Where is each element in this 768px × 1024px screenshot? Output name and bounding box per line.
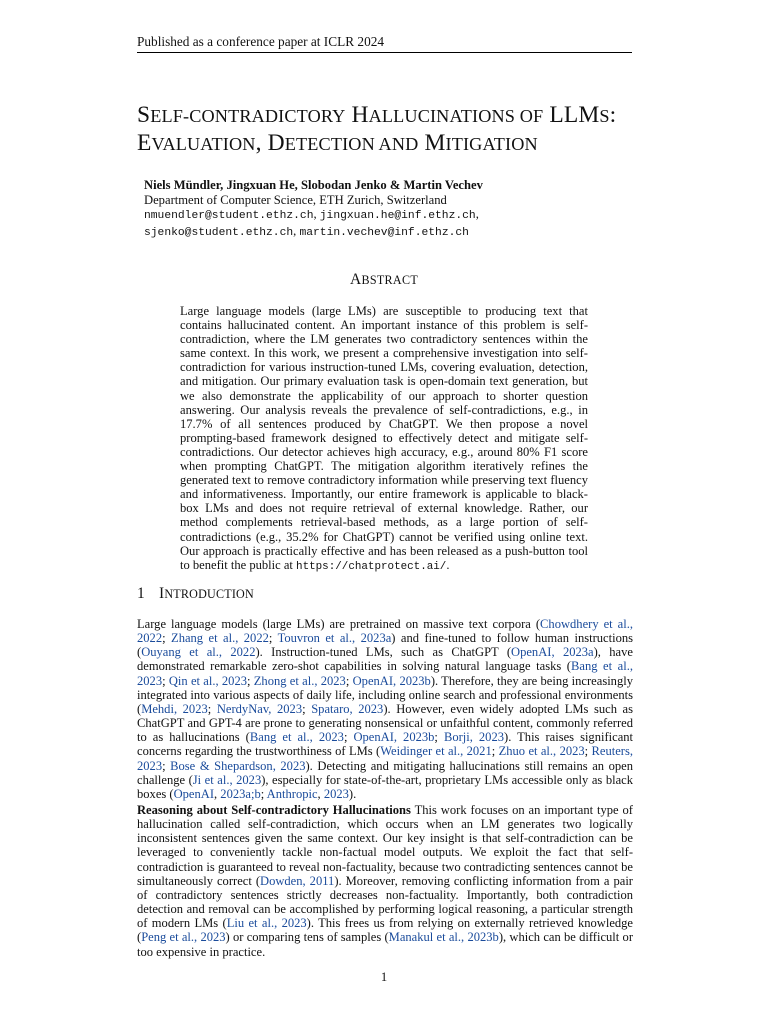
text-run: ). This frees us from relying on externally retrieved knowledge (: [137, 916, 634, 945]
citation-link[interactable]: NerdyNav, 2023: [216, 701, 303, 716]
text-run: S: [137, 102, 151, 128]
text-run: ).: [348, 786, 357, 801]
citation-link[interactable]: 2023: [323, 786, 349, 801]
citation-link[interactable]: Ouyang et al., 2022: [141, 645, 256, 660]
affiliation: Department of Computer Science, ETH Zurich, Switzerland: [144, 192, 447, 207]
citation-link[interactable]: Liu et al., 2023: [226, 916, 307, 931]
text-run: ;: [162, 631, 172, 646]
abstract-text: Large language models (large LMs) are susceptible to producing text that contains hallucinated content. An important instance of this problem is self-contradiction, where the LM generates two contradictory sentences within the same context. In this work, we present a comprehensive investigation into self-contradiction for various instruction-tuned LMs, covering evaluation, detection, and mitigation. Our primary evaluation task is open-domain text generation, but we also demonstrate the applicability of our approach to shorter question answering. Our analysis reveals the prevalence of self-contradictions, e.g., in 17.7% of all sentences produced by ChatGPT. We then propose a novel prompting-based framework designed to effectively detect and mitigate self-contradictions. Our detector achieves high accuracy, e.g., around 80% F1 score when prompting ChatGPT. The mitigation algorithm iteratively refines the generated text to remove contradictory information while preserving text fluency and informativeness. Importantly, our entire framework is applicable to black-box LMs and does not require retrieval of external knowledge. Rather, our method complements retrieval-based methods, as a large portion of self-contradictions (e.g., 35.2% for ChatGPT) cannot be verified using online text. Our approach is practically effective and has been released as a push-button tool to benefit the public at: [180, 304, 588, 572]
author-block: [144, 178, 644, 240]
title-text: S: [599, 106, 610, 126]
citation-link[interactable]: Spataro, 2023: [311, 701, 384, 716]
text-run: Large language models (large LMs) are pretrained on massive text corpora (: [137, 617, 541, 631]
text-run: H: [345, 102, 369, 128]
text-run: ). This raises significant concerns regarding the trustworthiness of LMs (: [137, 730, 634, 759]
text-run: ). However, even widely adopted LMs such as ChatGPT and GPT-4 are prone to generating nonsensical or unfaithful content, commonly referred to as hallucinations (: [137, 701, 634, 745]
citation-link[interactable]: Qin et al., 2023: [168, 673, 247, 688]
text-run: ;: [162, 673, 169, 688]
intro-paragraph-1: [137, 617, 633, 801]
text-run: ). Detecting and mitigating hallucinations still remains an open challenge (: [137, 758, 633, 787]
text-run: ), have demonstrated remarkable zero-shot capabilities in solving natural language tasks (: [137, 645, 633, 674]
text-run: ;: [247, 673, 254, 688]
email-link[interactable]: jingxuan.he@inf.ethz.ch: [319, 210, 476, 223]
text-run: E: [137, 130, 152, 156]
text-run: ;: [162, 758, 171, 773]
citation-link[interactable]: Anthropic: [266, 786, 318, 801]
citation-link[interactable]: Bose & Shepardson, 2023: [170, 758, 306, 773]
intro-paragraph-2: [137, 803, 633, 959]
text-run: ) and fine-tuned to follow human instructions (: [137, 631, 634, 660]
title-text: ELF-CONTRADICTORY: [150, 106, 346, 126]
citation-link[interactable]: Manakul et al., 2023b: [388, 930, 499, 945]
tool-url-link[interactable]: https://chatprotect.ai/: [296, 560, 447, 573]
text-run: ). Instruction-tuned LMs, such as ChatGPT (: [255, 645, 512, 660]
email-line-2: sjenko@student.ethz.ch, martin.vechev@inf.ethz.ch: [144, 223, 469, 239]
section-heading-introduction: 1 INTRODUCTION: [137, 585, 254, 602]
text-run: ;: [268, 631, 278, 646]
text-run: ;: [207, 701, 217, 716]
citation-link[interactable]: Borji, 2023: [443, 730, 505, 745]
title-text: ITIGATION: [445, 134, 538, 154]
citation-link[interactable]: OpenAI: [173, 786, 215, 801]
citation-link[interactable]: Weidinger et al., 2021: [380, 744, 492, 759]
citation-link[interactable]: OpenAI, 2023b: [353, 730, 435, 745]
title-text: ETECTION AND: [284, 134, 419, 154]
abstract-body: Large language models (large LMs) are susceptible to producing text that contains hallucinated content. An important instance of this problem is self-contradiction, where the LM generates two contradictory sentences within the same context. In this work, we present a comprehensive investigation into self-contradiction for various instruction-tuned LMs, covering evaluation, detection, and mitigation. Our primary evaluation task is open-domain text generation, but we also demonstrate the applicability of our approach to shorter question answering. Our analysis reveals the prevalence of self-contradictions, e.g., in 17.7% of all sentences produced by ChatGPT. We then propose a novel prompting-based framework designed to effectively detect and mitigate self-contradictions. Our detector achieves high accuracy, e.g., around 80% F1 score when prompting ChatGPT. The mitigation algorithm iteratively refines the generated text to remove contradictory information while preserving text fluency and informativeness. Importantly, our entire framework is applicable to black-box LMs and does not require retrieval of external knowledge. Rather, our method complements retrieval-based methods, as a large portion of self-contradictions (e.g., 35.2% for ChatGPT) cannot be verified using online text. Our approach is practically effective and has been released as a push-button tool to benefit the public at https://chatprotect.ai/.: [180, 304, 588, 573]
title-text: ALLUCINATIONS OF: [368, 106, 544, 126]
citation-link[interactable]: Chowdhery et al., 2022: [137, 617, 633, 646]
citation-link[interactable]: Bang et al., 2023: [249, 730, 344, 745]
title-line-1: [137, 102, 616, 128]
text-run: ;: [302, 701, 312, 716]
citation-link[interactable]: Reuters, 2023: [137, 744, 633, 773]
text-run: ;: [584, 744, 592, 759]
text-run: ). Moreover, removing conflicting information from a pair of contradictory sentences strictly decreases non-factuality. Importantly, both contradiction detection and removal can be accomplished by performing logical reasoning, a particular strength of modern LMs (: [137, 873, 633, 931]
text-run: LLM: [543, 102, 600, 128]
text-run: ;: [434, 730, 444, 745]
text-run: ,: [317, 786, 324, 801]
text-run: ), which can be difficult or too expensive in practice.: [137, 930, 633, 959]
text-run: ,: [214, 786, 221, 801]
email-link[interactable]: sjenko@student.ethz.ch: [144, 226, 294, 239]
section-number: 1: [137, 585, 145, 602]
page-number: 1: [380, 970, 388, 984]
email-line-1: nmuendler@student.ethz.ch, jingxuan.he@inf.ethz.ch,: [144, 207, 479, 223]
citation-link[interactable]: Mehdi, 2023: [141, 701, 208, 716]
text-run: ;: [260, 786, 267, 801]
text-run: ), especially for state-of-the-art, proprietary LMs accessible only as black boxes (: [137, 772, 633, 801]
paragraph-lead-heading: Reasoning about Self-contradictory Hallucinations: [137, 803, 411, 817]
text-run: ;: [343, 730, 354, 745]
citation-link[interactable]: Touvron et al., 2023a: [277, 631, 392, 646]
abstract-heading: ABSTRACT: [349, 271, 419, 288]
citation-link[interactable]: Dowden, 2011: [260, 873, 335, 888]
citation-link[interactable]: 2023a;b: [220, 786, 261, 801]
text-run: , D: [255, 130, 285, 156]
text-run: This work focuses on an important type of hallucination called self-contradiction, which occurs when an LM generates two logically inconsistent sentences given the same context. Our key insight is that self-contradiction can be leveraged to conveniently tackle non-factual model outputs. We exploit the fact that self-contradiction is guaranteed to reveal non-factuality, because two contradicting sentences cannot be simultaneously correct (: [137, 803, 633, 888]
citation-link[interactable]: OpenAI, 2023b: [352, 673, 431, 688]
paper-title: [137, 102, 657, 158]
citation-link[interactable]: OpenAI, 2023a: [511, 645, 594, 660]
text-run: ;: [491, 744, 499, 759]
running-header: Published as a conference paper at ICLR 2024: [137, 34, 632, 53]
citation-link[interactable]: Ji et al., 2023: [192, 772, 262, 787]
title-text: VALUATION: [151, 134, 256, 154]
citation-link[interactable]: Zhang et al., 2022: [171, 631, 269, 646]
text-run: ). Therefore, they are being increasingly integrated into various aspects of daily life, including online search and professional environments (: [137, 673, 633, 716]
citation-link[interactable]: Peng et al., 2023: [141, 930, 226, 945]
email-link[interactable]: martin.vechev@inf.ethz.ch: [299, 226, 469, 239]
citation-link[interactable]: Zhong et al., 2023: [253, 673, 346, 688]
text-run: :: [609, 102, 617, 128]
title-line-2: [137, 130, 538, 156]
text-run: ;: [345, 673, 353, 688]
author-names: Niels Mündler, Jingxuan He, Slobodan Jenko & Martin Vechev: [144, 178, 483, 192]
email-link[interactable]: nmuendler@student.ethz.ch: [144, 210, 314, 223]
text-run: M: [418, 130, 446, 156]
text-run: ) or comparing tens of samples (: [225, 930, 389, 945]
citation-link[interactable]: Zhuo et al., 2023: [498, 744, 585, 759]
citation-link[interactable]: Bang et al., 2023: [137, 659, 633, 688]
